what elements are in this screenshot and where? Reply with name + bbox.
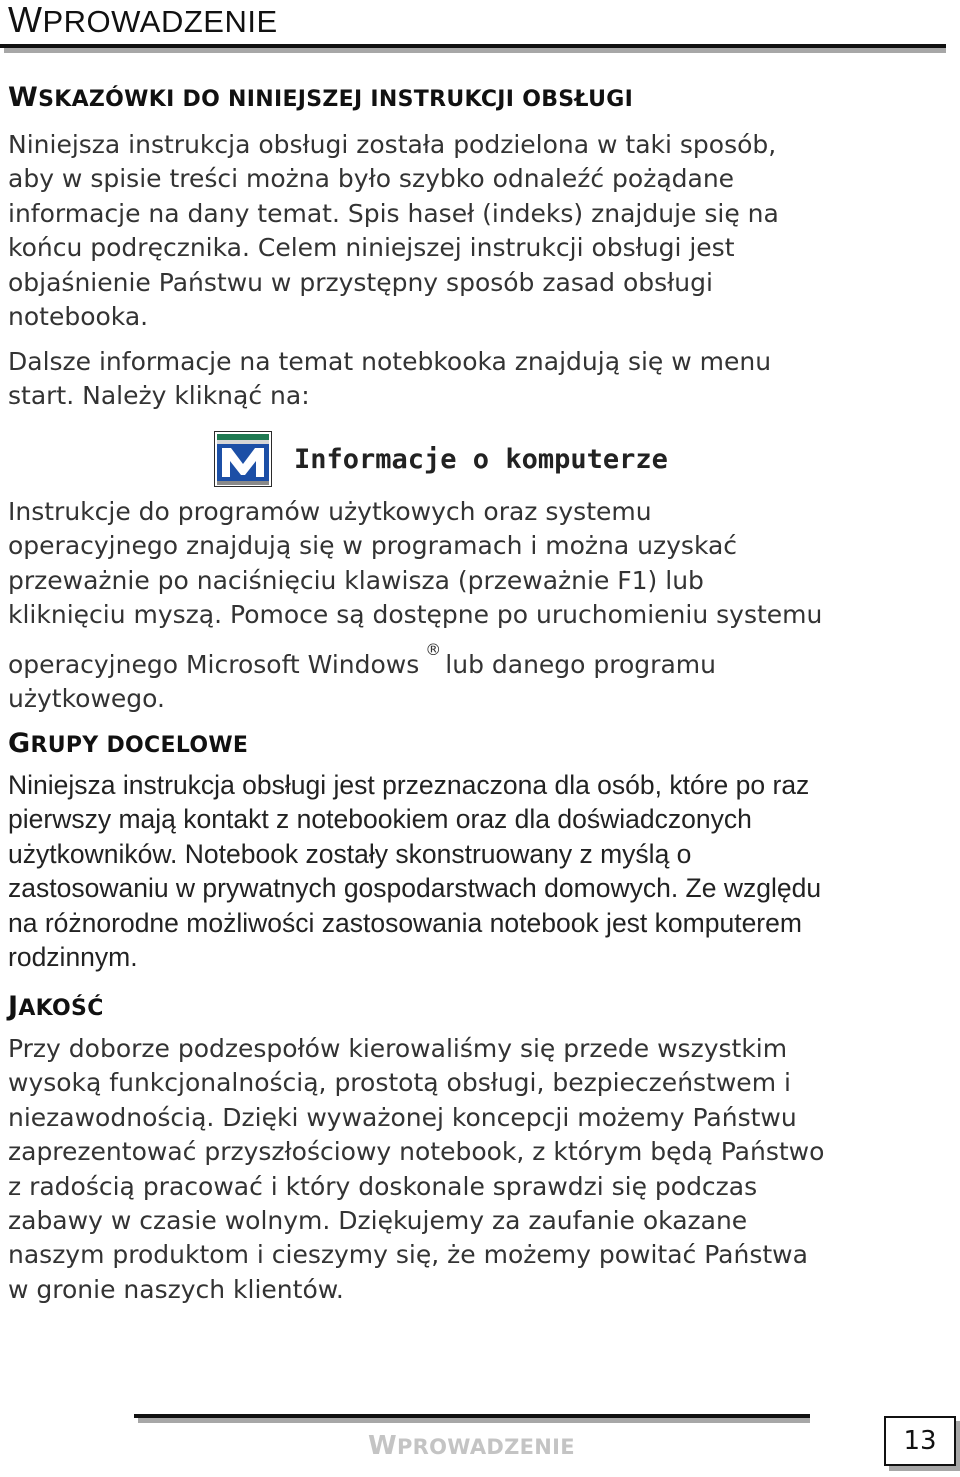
section-heading-quality [8,992,104,1024]
text-line: rodzinnym. [8,942,138,973]
heading-initial: J [8,991,19,1022]
footer-rule-shadow [138,1418,810,1423]
paragraph-start-menu [8,345,771,414]
footer-title [368,1426,575,1467]
text-line: kliknięciu myszą. Pomoce są dostępne po uruchomieniu systemu [8,600,823,630]
text-line: aby w spisie treści można było szybko odnaleźć pożądane [8,164,735,194]
header-title-rest: PROWADZENIE [42,4,278,39]
text-line: wysoką funkcjonalnością, prostotą obsługi, bezpieczeństwem i [8,1068,791,1098]
text-line: zabawy w czasie wolnym. Dziękujemy za zaufanie okazane [8,1206,748,1236]
computer-info-label: Informacje o komputerze [294,443,668,475]
text-line: informacje na dany temat. Spis haseł (indeks) znajduje się na [8,198,779,228]
computer-info-item[interactable] [214,430,668,488]
text-line: start. Należy kliknąć na: [8,381,310,411]
footer-title-rest: PROWADZENIE [396,1435,575,1459]
text-line [8,633,822,682]
text-line: objaśnienie Państwu w przystępny sposób zasad obsługi [8,267,713,297]
text-line: końcu podręcznika. Celem niniejszej instrukcji obsługi jest [8,233,735,263]
text-line: naszym produktom i cieszymy się, że możemy powitać Państwa [8,1240,808,1270]
text-line: Instrukcje do programów użytkowych oraz systemu [8,497,652,526]
text-line: Dalsze informacje na temat notebkooka znajdują się w menu [8,347,772,376]
heading-rest: AKOŚĆ [18,996,104,1021]
computer-info-icon [214,431,272,487]
text-line: na różnorodne możliwości zastosowania notebook jest komputerem [8,907,802,938]
windows-text-after: lub danego programu [445,649,716,679]
text-line: przeważnie po naciśnięciu klawisza (przeważnie F1) lub [8,565,704,595]
text-line: Niniejsza instrukcja obsługi została podzielona w taki sposób, [8,130,777,159]
text-line: w gronie naszych klientów. [8,1274,344,1304]
text-line: niezawodnością. Dzięki wyważonej koncepcji możemy Państwu [8,1102,797,1132]
text-line: użytkowego. [8,684,165,714]
footer-title-initial: W [368,1431,397,1461]
heading-initial: G [8,728,31,759]
header-title-initial: W [8,0,43,40]
text-line: Przy doborze podzespołów kierowaliśmy się przede wszystkim [8,1034,788,1063]
paragraph-quality [8,1032,824,1307]
text-line: pierwszy mają kontakt z notebookiem oraz dla doświadczonych [8,804,752,835]
page-header-title [8,0,278,42]
heading-rest: RUPY DOCELOWE [30,733,249,758]
paragraph-intro [8,128,779,334]
text-line: użytkowników. Notebook zostały skonstruowany z myślą o [8,838,692,869]
text-line: z radością pracować i który doskonale sprawdzi się podczas [8,1171,758,1201]
text-line: notebooka. [8,302,149,332]
registered-mark: ® [425,639,442,659]
text-line: zastosowaniu w prywatnych gospodarstwach domowych. Ze względu [8,873,822,904]
text-line: Niniejsza instrukcja obsługi jest przeznaczona dla osób, które po raz [8,770,810,800]
section-heading-target-groups [8,729,248,761]
heading-rest: SKAZÓWKI DO NINIEJSZEJ INSTRUKCJI OBSŁUGI [38,87,634,112]
heading-initial: W [8,82,39,113]
paragraph-program-help [8,495,822,716]
header-rule-shadow [4,48,946,53]
text-line: zaprezentować przyszłościowy notebook, z którym będą Państwo [8,1137,825,1167]
page-number: 13 [884,1416,956,1466]
text-line: operacyjnego znajdują się w programach i można uzyskać [8,531,738,561]
paragraph-target-groups [8,768,821,974]
windows-text-before: operacyjnego Microsoft Windows [8,649,420,679]
section-heading-instructions [8,83,633,115]
